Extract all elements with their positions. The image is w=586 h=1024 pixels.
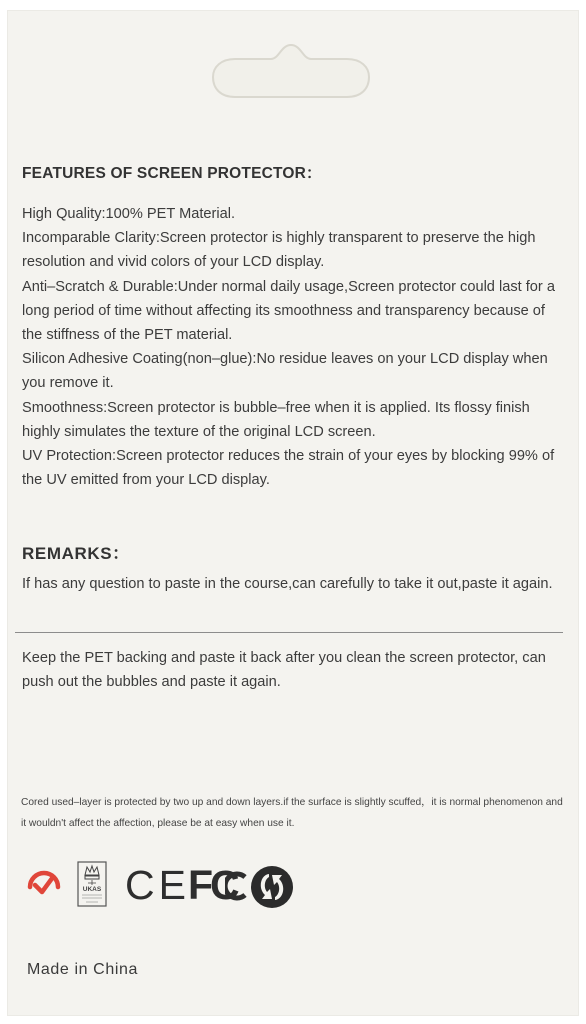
package-back-card: [7, 10, 579, 1016]
features-list: [22, 202, 562, 492]
feature-item: Smoothness:Screen protector is bubble–free when it is applied. Its flossy finish highly simulates the texture of the original LCD screen.: [22, 399, 530, 440]
green-dot-recycling-icon: [250, 865, 294, 909]
feature-item: Silicon Adhesive Coating(non–glue):No residue leaves on your LCD display when you remove it.: [22, 351, 548, 392]
recycle-swirl-icon: [24, 865, 64, 901]
layer-note: Cored used–layer is protected by two up and down layers.if the surface is slightly scuffed，it is normal phenomenon and it wouldn't affect the affection, please be at easy when use it.: [21, 797, 563, 829]
fcc-label: FC: [188, 862, 237, 908]
fcc-mark: [188, 862, 248, 908]
ukas-mark: [77, 861, 107, 907]
feature-item: Incomparable Clarity:Screen protector is highly transparent to preserve the high resolution and vivid colors of your LCD display.: [22, 230, 536, 271]
divider-line: [15, 632, 563, 633]
crown-icon: [77, 861, 107, 907]
remarks-heading: REMARKS：: [22, 544, 130, 563]
ce-mark: CE: [125, 862, 190, 908]
feature-item: High Quality:100% PET Material.: [22, 206, 236, 222]
feature-item: Anti–Scratch & Durable:Under normal daily usage,Screen protector could last for a long period of time without affecting its smoothness and transparency because of the stiffness of the PET material.: [22, 278, 555, 344]
fcc-c-glyph-icon: [225, 871, 247, 901]
remark-text: Keep the PET backing and paste it back after you clean the screen protector, can push out the bubbles and paste it again.: [22, 650, 546, 691]
ukas-label: UKAS: [82, 886, 102, 893]
hang-hole-cutout: [209, 39, 373, 101]
features-heading: FEATURES OF SCREEN PROTECTOR：: [22, 165, 322, 182]
feature-item: UV Protection:Screen protector reduces the strain of your eyes by blocking 99% of the UV emitted from your LCD display.: [22, 448, 555, 489]
remark-text: If has any question to paste in the course,can carefully to take it out,paste it again.: [22, 576, 553, 592]
made-in-label: Made in China: [27, 961, 138, 978]
